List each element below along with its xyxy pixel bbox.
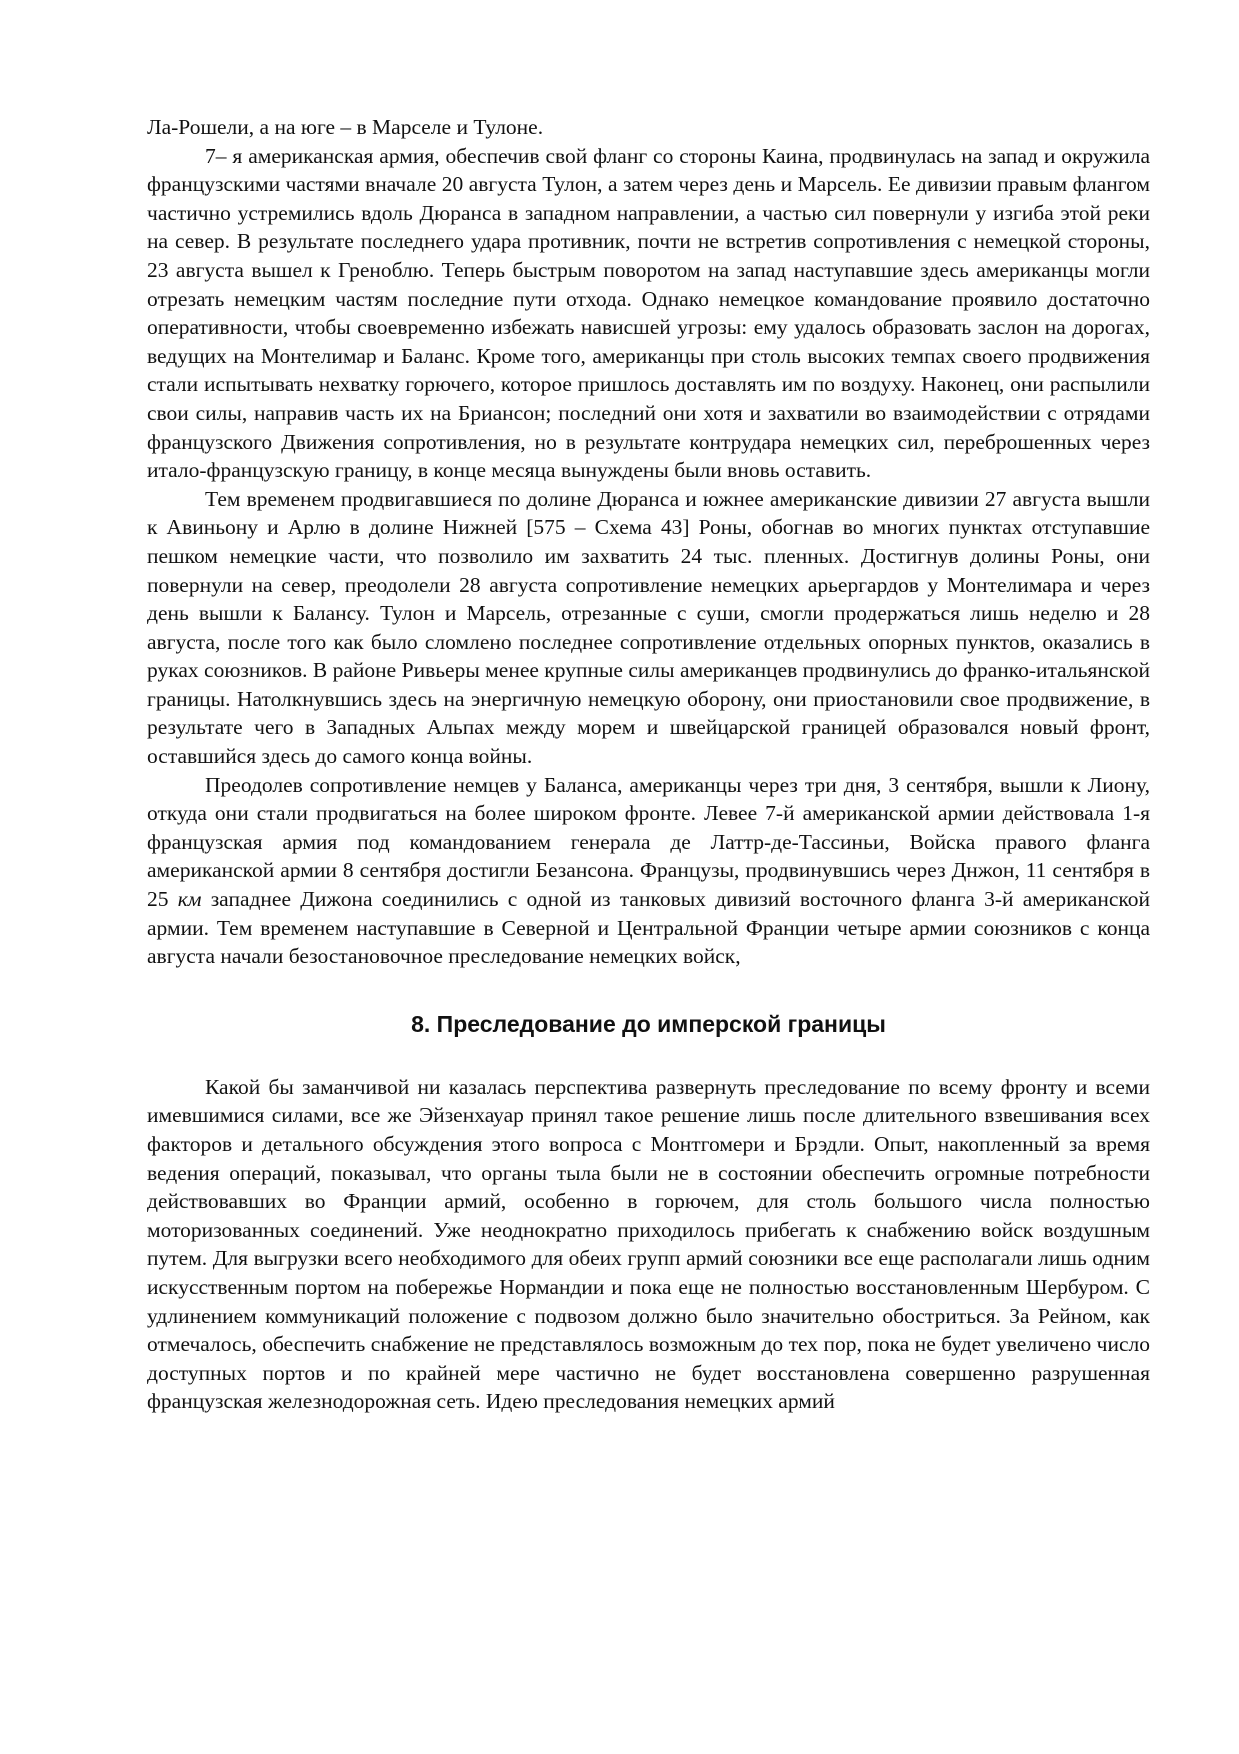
paragraph-durance-valley: Тем временем продвигавшиеся по долине Дюранса и южнее американские дивизии 27 августа вышли к Авиньону и Арлю в долине Нижней [575 – Схема 43] Роны, обогнав во многих пунктах отступавшие пешком немецкие части, что позволило им захватить 24 тыс. пленных. Достигнув долины Роны, они повернули на север, преодолели 28 августа сопротивление немецких арьергардов у Монтелимара и через день вышли к Балансу. Тулон и Марсель, отрезанные с суши, смогли продержаться лишь неделю и 28 августа, после того как было сломлено последнее сопротивление отдельных опорных пунктов, оказались в руках союзников. В районе Ривьеры менее крупные силы американцев продвинулись до франко-итальянской границы. Натолкнувшись здесь на энергичную немецкую оборону, они приостановили свое продвижение, в результате чего в Западных Альпах между морем и швейцарской границей образовался новый фронт, оставшийся здесь до самого конца войны. bbox=[147, 486, 1150, 769]
document-page bbox=[147, 113, 1150, 1416]
section-title: 8. Преследование до имперской границы bbox=[411, 1010, 886, 1037]
unit-km: км bbox=[177, 887, 202, 912]
paragraph-dijon bbox=[147, 771, 1150, 971]
paragraph-dijon-text-before: Преодолев сопротивление немцев у Баланса, американцы через три дня, 3 сентября, вышли к Лиону, откуда они стали продвигаться на более широком фронте. Левее 7-й американской армии действовала 1-я французская армия под командованием генерала де Латтр-де-Тассиньи, Войска правого фланга американской армии 8 сентября достигли Безансона. Французы, продвинувшись через Днжон, 11 сентября в 25 bbox=[147, 772, 1150, 912]
paragraph-7th-army: 7– я американская армия, обеспечив свой фланг со стороны Каина, продвинулась на запад и окружила французскими частями вначале 20 августа Тулон, а затем через день и Марсель. Ее дивизии правым флангом частично устремились вдоль Дюранса в западном направлении, а частью сил повернули у изгиба этой реки на север. В результате последнего удара противник, почти не встретив сопротивления с немецкой стороны, 23 августа вышел к Греноблю. Теперь быстрым поворотом на запад наступавшие здесь американцы могли отрезать немецким частям последние пути отхода. Однако немецкое командование проявило достаточно оперативности, чтобы своевременно избежать нависшей угрозы: ему удалось образовать заслон на дорогах, ведущих на Монтелимар и Баланс. Кроме того, американцы при столь высоких темпах своего продвижения стали испытывать нехватку горючего, которое пришлось доставлять им по воздуху. Наконец, они распылили свои силы, направив часть их на Бриансон; последний они хотя и захватили во взаимодействии с отрядами французского Движения сопротивления, но в результате контрудара немецких сил, переброшенных через итало-французскую границу, в конце месяца вынуждены были вновь оставить. bbox=[147, 143, 1150, 483]
paragraph-pursuit: Какой бы заманчивой ни казалась перспектива развернуть преследование по всему фронту и всеми имевшимися силами, все же Эйзенхауар принял такое решение лишь после длительного взвешивания всех факторов и детального обсуждения этого вопроса с Монтгомери и Брэдли. Опыт, накопленный за время ведения операций, показывал, что органы тыла были не в состоянии обеспечить огромные потребности действовавших во Франции армий, особенно в горючем, для столь большого числа полностью моторизованных соединений. Уже неоднократно приходилось прибегать к снабжению войск воздушным путем. Для выгрузки всего необходимого для обеих групп армий союзники все еще располагали лишь одним искусственным портом на побережье Нормандии и пока еще не полностью восстановленным Шербуром. С удлинением коммуникаций положение с подвозом должно было значительно обостриться. За Рейном, как отмечалось, обеспечить снабжение не представлялось возможным до тех пор, пока не будет увеличено число доступных портов и по крайней мере частично не будет восстановлена совершенно разрушенная французская железнодорожная сеть. Идею преследования немецких армий bbox=[147, 1074, 1150, 1414]
paragraph-continuation: Ла-Рошели, а на юге – в Марселе и Тулоне. bbox=[147, 115, 544, 139]
paragraph-dijon-text-after: западнее Дижона соединились с одной из танковых дивизий восточного фланга 3-й американской армии. Тем временем наступавшие в Северной и Центральной Франции четыре армии союзников с конца августа начали безостановочное преследование немецких войск, bbox=[147, 887, 1150, 969]
